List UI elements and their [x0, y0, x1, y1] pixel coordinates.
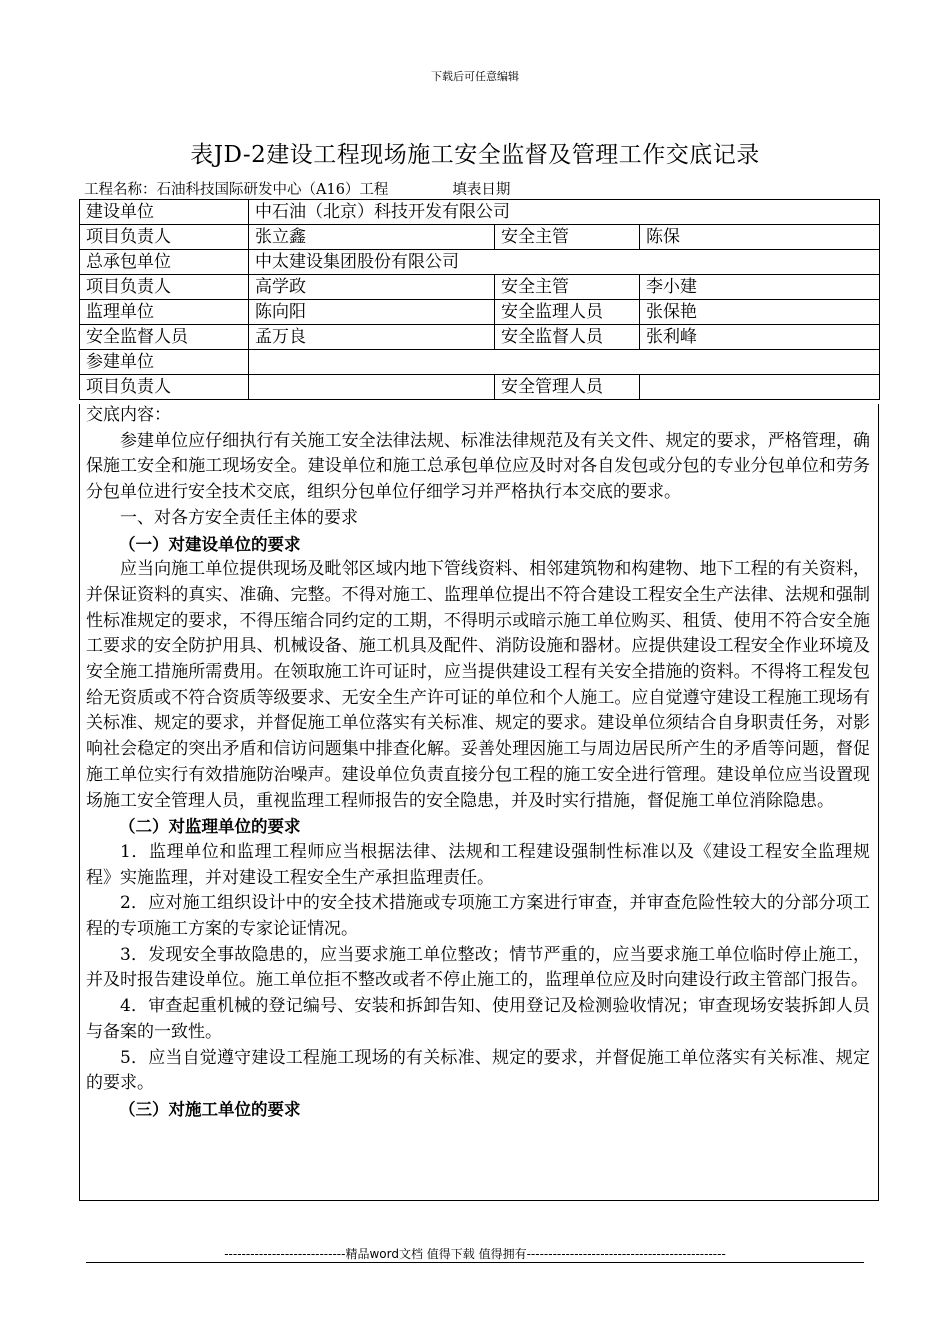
table-cell-value — [249, 350, 880, 375]
subsection-heading: （一）对建设单位的要求 — [119, 534, 301, 554]
table-cell-label: 建设单位 — [80, 200, 249, 225]
footer-divider — [86, 1262, 864, 1263]
table-cell-value: 张保艳 — [640, 300, 880, 325]
table-cell-label: 项目负责人 — [80, 275, 249, 300]
body-paragraph: 应当向施工单位提供现场及毗邻区域内地下管线资料、相邻建筑物和构建物、地下工程的有关资料，并保证资料的真实、准确、完整。不得对施工、监理单位提出不符合建设工程安全生产法律、法规和强制性标准规定的要求，不得压缩合同约定的工期，不得明示或暗示施工单位购买、租赁、使用不符合安全施工要求的安全防护用具、机械设备、施工机具及配件、消防设施和器材。应提供建设工程安全作业环境及安全施工措施所需费用。在领取施工许可证时，应当提供建设工程有关安全措施的资料。不得将工程发包给无资质或不符合资质等级要求、无安全生产许可证的单位和个人施工。应自觉遵守建设工程施工现场有关标准、规定的要求，并督促施工单位落实有关标准、规定的要求。建设单位须结合自身职责任务，对影响社会稳定的突出矛盾和信访问题集中排查化解。妥善处理因施工与周边居民所产生的矛盾等问题，督促施工单位实行有效措施防治噪声。建设单位负责直接分包工程的施工安全进行管理。建设单位应当设置现场施工安全管理人员，重视监理工程师报告的安全隐患，并及时实行措施，督促施工单位消除隐患。 — [86, 559, 870, 811]
table-row — [80, 275, 880, 300]
project-line — [84, 178, 510, 199]
table-cell-value: 陈向阳 — [249, 300, 495, 325]
list-item: 1．监理单位和监理工程师应当根据法律、法规和工程建设强制性标准以及《建设工程安全监理规程》实施监理，并对建设工程安全生产承担监理责任。 — [86, 841, 870, 888]
table-cell-value: 李小建 — [640, 275, 880, 300]
table-cell-value: 中太建设集团股份有限公司 — [249, 250, 880, 275]
table-cell-label: 安全监督人员 — [80, 325, 249, 350]
table-row — [80, 350, 880, 375]
table-cell-label: 项目负责人 — [80, 225, 249, 250]
table-cell-value: 高学政 — [249, 275, 495, 300]
list-item: 4．审查起重机械的登记编号、安装和拆卸告知、使用登记及检测验收情况；审查现场安装拆卸人员与备案的一致性。 — [86, 996, 870, 1042]
table-cell-value: 张利峰 — [640, 325, 880, 350]
page-title: 表JD-2建设工程现场施工安全监督及管理工作交底记录 — [190, 142, 760, 168]
table-row — [80, 225, 880, 250]
table-cell-value: 张立鑫 — [249, 225, 495, 250]
fill-date-label: 填表日期 — [452, 182, 511, 198]
table-cell-label: 参建单位 — [80, 350, 249, 375]
subsection-heading: （三）对施工单位的要求 — [119, 1099, 301, 1119]
list-item: 5．应当自觉遵守建设工程施工现场的有关标准、规定的要求，并督促施工单位落实有关标准、规定的要求。 — [86, 1047, 870, 1094]
table-cell-value: 中石油（北京）科技开发有限公司 — [249, 200, 880, 225]
table-cell-value — [640, 375, 880, 400]
table-row — [80, 325, 880, 350]
table-row — [80, 250, 880, 275]
table-cell-label: 安全管理人员 — [495, 375, 640, 400]
table-cell-label: 安全监理人员 — [495, 300, 640, 325]
subsection-heading: （二）对监理单位的要求 — [119, 817, 301, 837]
project-name: 工程名称：石油科技国际研发中心（A16）工程 — [84, 182, 389, 198]
table-cell-label: 总承包单位 — [80, 250, 249, 275]
table-cell-value — [249, 375, 495, 400]
table-row — [80, 300, 880, 325]
section-heading: 一、对各方安全责任主体的要求 — [120, 507, 358, 528]
table-cell-label: 安全监督人员 — [495, 325, 640, 350]
content-label: 交底内容： — [86, 405, 171, 425]
table-cell-label: 安全主管 — [495, 275, 640, 300]
footer-note: ----------------------------精品word文档 值得下载 值得拥有---------------------------------------------- — [224, 1247, 726, 1261]
table-cell-label: 安全主管 — [495, 225, 640, 250]
table-row — [80, 375, 880, 400]
table-cell-label: 项目负责人 — [80, 375, 249, 400]
table-row — [80, 200, 880, 225]
list-item: 2．应对施工组织设计中的安全技术措施或专项施工方案进行审查，并审查危险性较大的分部分项工程的专项施工方案的专家论证情况。 — [86, 893, 870, 940]
table-cell-value: 孟万良 — [249, 325, 495, 350]
table-cell-value: 陈保 — [640, 225, 880, 250]
table-cell-label: 监理单位 — [80, 300, 249, 325]
list-item: 3．发现安全事故隐患的，应当要求施工单位整改；情节严重的，应当要求施工单位临时停止施工，并及时报告建设单位。施工单位拒不整改或者不停止施工的，监理单位应及时向建设行政主管部门报告。 — [86, 944, 870, 991]
header-note: 下载后可任意编辑 — [431, 70, 519, 83]
handover-content — [86, 403, 870, 1123]
intro-paragraph: 参建单位应仔细执行有关施工安全法律法规、标准法律规范及有关文件、规定的要求，严格管理，确保施工安全和施工现场安全。建设单位和施工总承包单位应及时对各自发包或分包的专业分包单位和劳务分包单位进行安全技术交底，组织分包单位仔细学习并严格执行本交底的要求。 — [86, 430, 870, 503]
info-table — [79, 199, 880, 400]
